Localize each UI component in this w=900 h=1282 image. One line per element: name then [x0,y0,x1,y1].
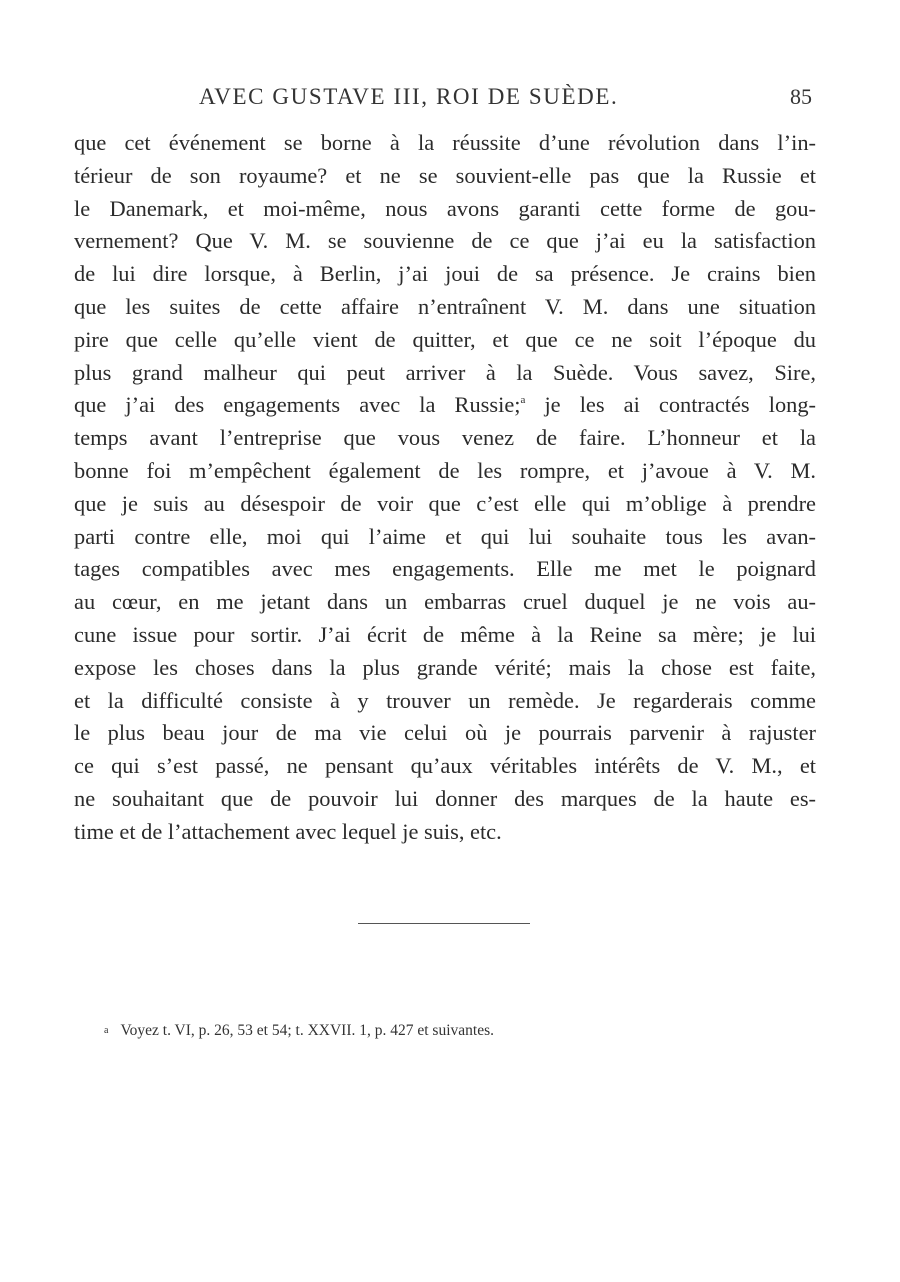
footnote [104,1022,494,1040]
text-line: le Danemark, et moi-même, nous avons garanti cette forme de gou- [74,195,816,221]
text-line: et la difficulté consiste à y trouver un remède. Je regarderais comme [74,687,816,713]
text-line: expose les choses dans la plus grande vérité; mais la chose est faite, [74,654,816,680]
text-line: que les suites de cette affaire n’entraînent V. M. dans une situation [74,293,816,319]
text-line: que je suis au désespoir de voir que c’est elle qui m’oblige à prendre [74,490,816,516]
text-line: ce qui s’est passé, ne pensant qu’aux véritables intérêts de V. M., et [74,753,816,779]
text-line: pire que celle qu’elle vient de quitter, et que ce ne soit l’époque du [74,326,816,352]
text-segment: je les ai contractés long- [525,392,816,418]
text-line: tages compatibles avec mes engagements. Elle me met le poignard [74,556,816,582]
footnote-text: Voyez t. VI, p. 26, 53 et 54; t. XXVII. 1, p. 427 et suivantes. [120,1022,494,1039]
text-line-with-footnote [74,389,816,422]
text-line: que cet événement se borne à la réussite d’une révolution dans l’in- [74,130,816,155]
text-segment: que j’ai des engagements avec la Russie; [74,392,521,418]
text-line: bonne foi m’empêchent également de les rompre, et j’avoue à V. M. [74,457,816,483]
text-line: ne souhaitant que de pouvoir lui donner des marques de la haute es- [74,785,816,811]
footnote-mark: a [104,1025,109,1036]
page-number: 85 [790,84,812,109]
text-line: le plus beau jour de ma vie celui où je pourrais parvenir à rajuster [74,720,816,746]
running-title: AVEC GUSTAVE III, ROI DE SUÈDE. [199,84,619,109]
text-line: temps avant l’entreprise que vous venez de faire. L’honneur et la [74,425,816,451]
text-line: au cœur, en me jetant dans un embarras cruel duquel je ne vois au- [74,589,816,615]
text-line: cune issue pour sortir. J’ai écrit de même à la Reine sa mère; je lui [74,621,816,647]
text-line: parti contre elle, moi qui l’aime et qui lui souhaite tous les avan- [74,523,816,549]
text-line: plus grand malheur qui peut arriver à la Suède. Vous savez, Sire, [74,359,816,385]
text-line: térieur de son royaume? et ne se souvient-elle pas que la Russie et [74,162,816,188]
running-head [74,84,816,114]
section-divider [358,923,530,924]
text-line: vernement? Que V. M. se souvienne de ce que j’ai eu la satisfaction [74,228,816,254]
text-line-last: time et de l’attachement avec lequel je suis, etc. [74,818,502,844]
footnote-reference: a [520,394,526,407]
text-line: de lui dire lorsque, à Berlin, j’ai joui de sa présence. Je crains bien [74,261,816,287]
letter-body [74,127,816,849]
